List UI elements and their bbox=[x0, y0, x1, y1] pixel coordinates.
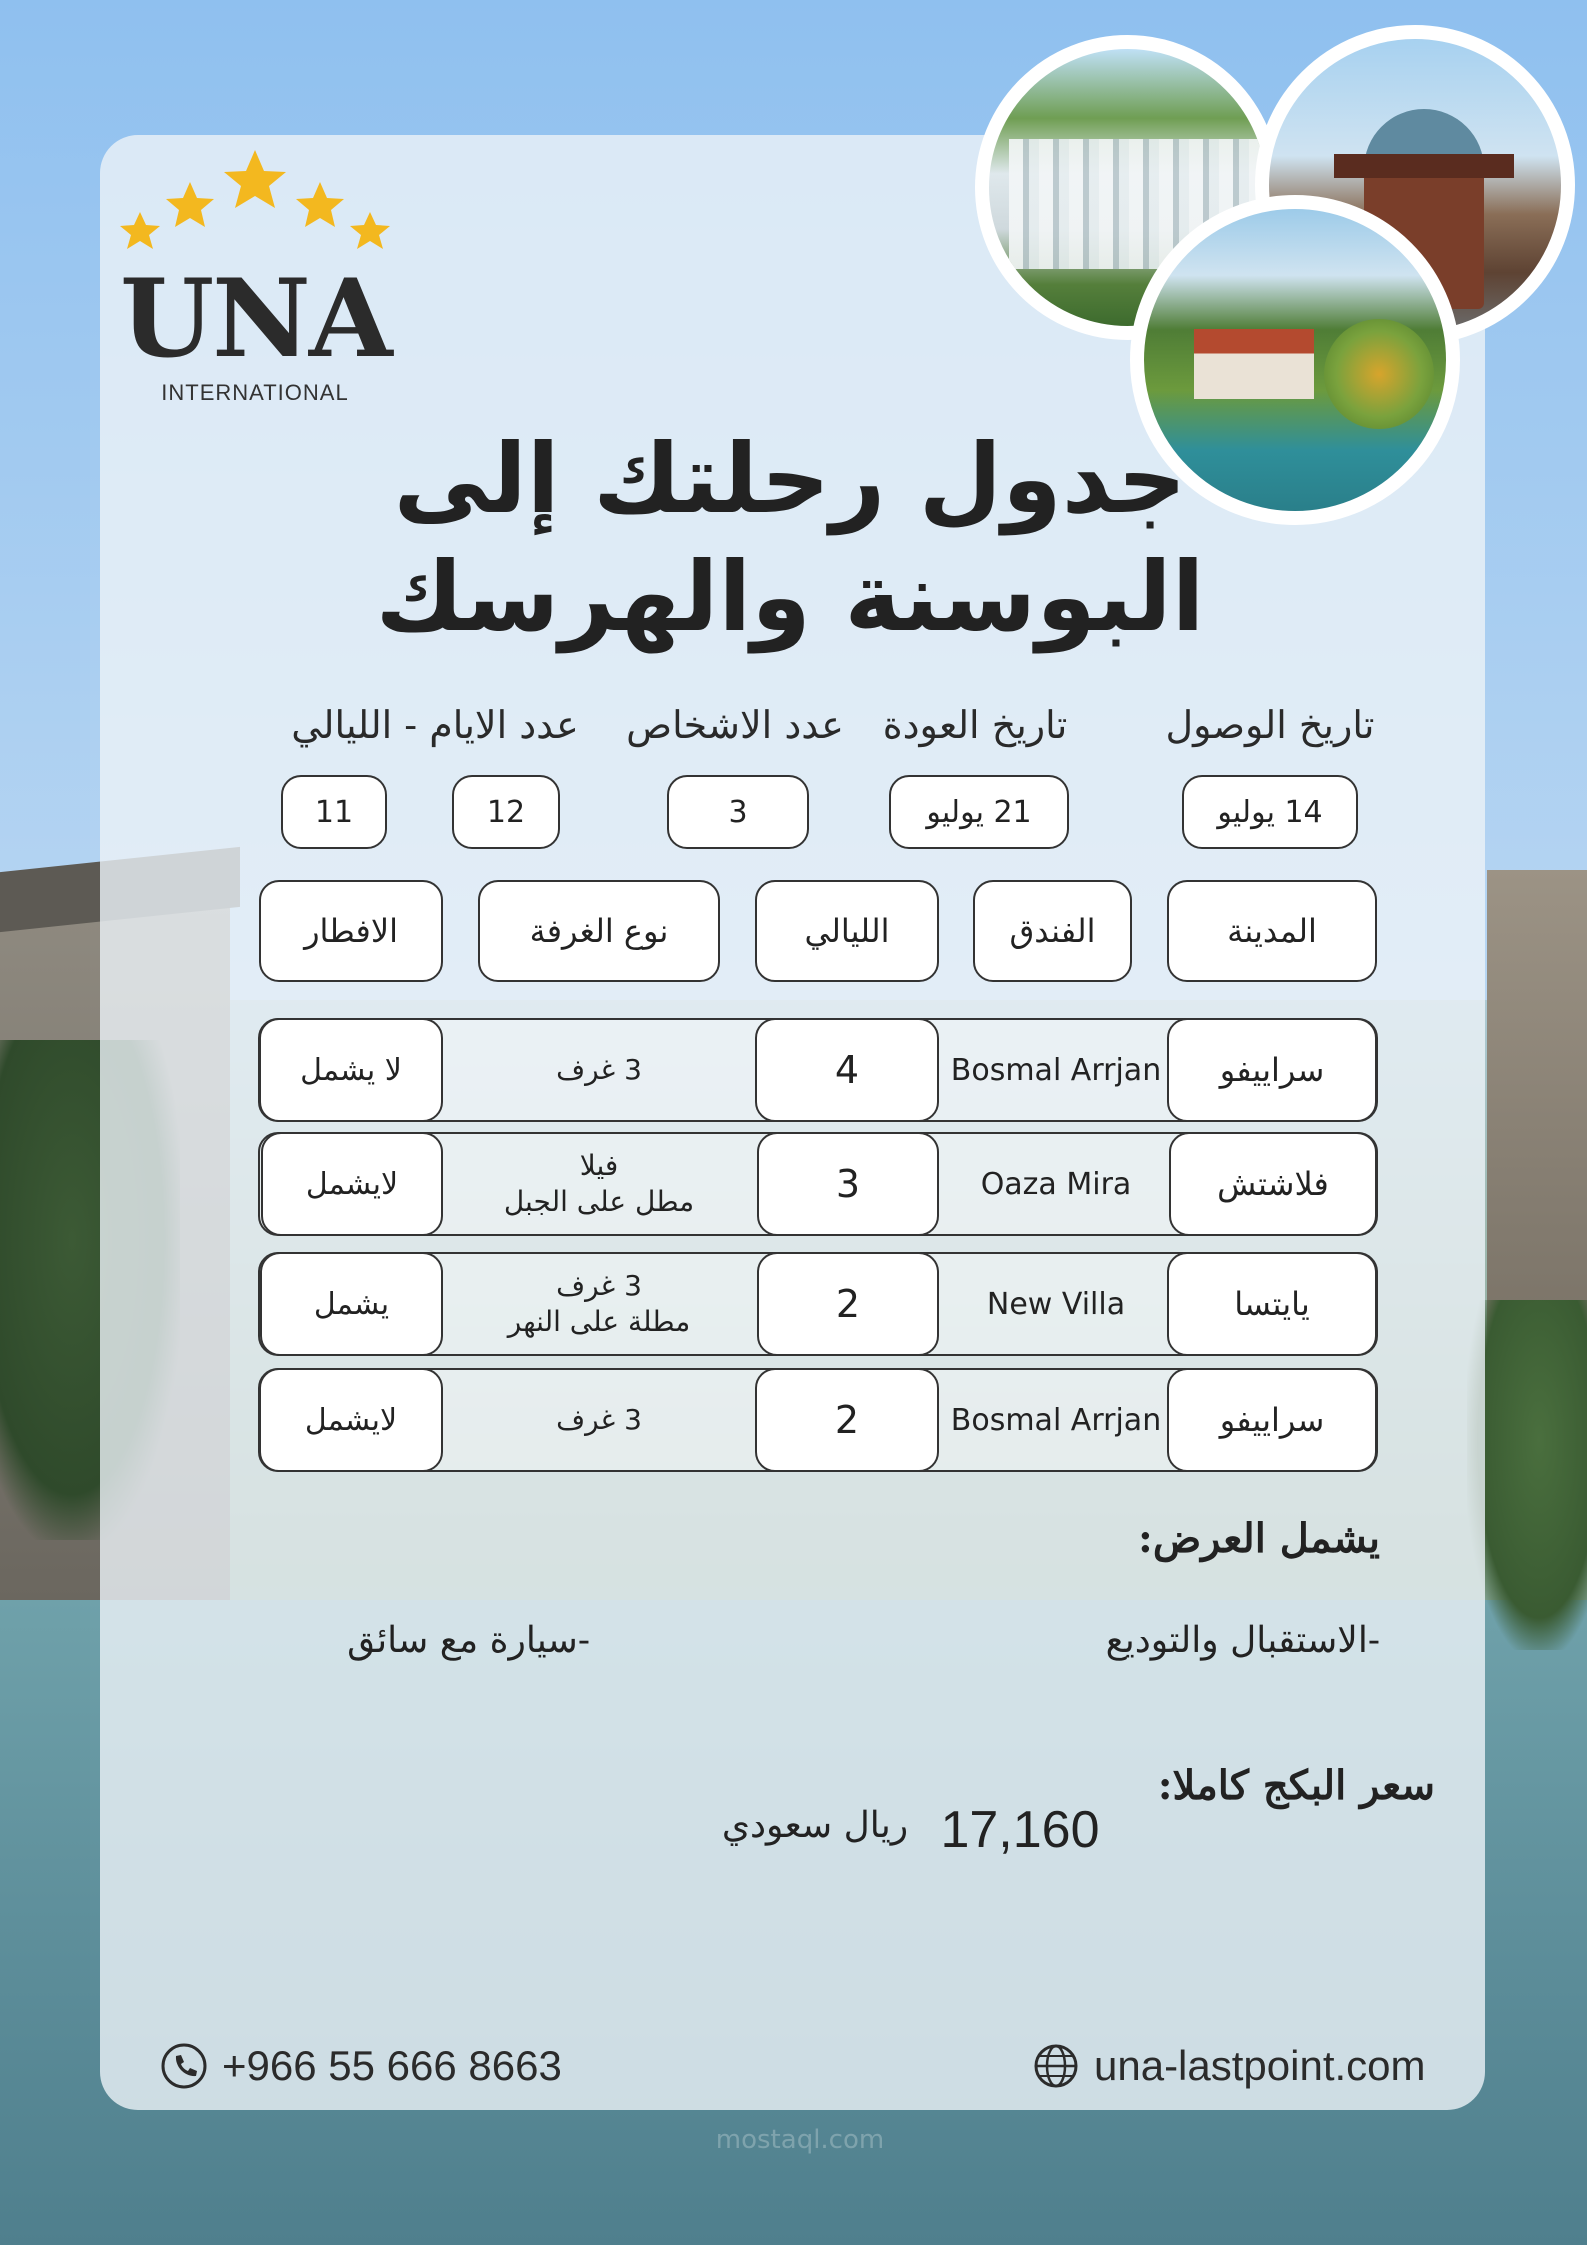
row-nights: 2 bbox=[755, 1368, 939, 1472]
phone-icon bbox=[160, 2042, 208, 2090]
arrival-date-value: 14 يوليو bbox=[1182, 775, 1358, 849]
breakfast-column-header: الافطار bbox=[259, 880, 443, 982]
row-breakfast: يشمل bbox=[260, 1252, 443, 1356]
row-breakfast: لايشمل bbox=[259, 1368, 443, 1472]
brand-subtitle: INTERNATIONAL bbox=[161, 380, 349, 405]
offer-item-car-driver: -سيارة مع سائق bbox=[347, 1620, 590, 1661]
row-nights: 2 bbox=[757, 1252, 939, 1356]
room-type-line-1: 3 غرف bbox=[556, 1269, 642, 1302]
row-nights: 4 bbox=[755, 1018, 939, 1122]
row-room-type bbox=[443, 1132, 755, 1236]
room-type-line-1: 3 غرف bbox=[556, 1403, 642, 1436]
arrival-date-label: تاريخ الوصول bbox=[1165, 703, 1375, 747]
row-hotel: Bosmal Arrjan bbox=[950, 1052, 1162, 1088]
globe-icon bbox=[1032, 2042, 1080, 2090]
brand-name: UNA bbox=[120, 256, 391, 382]
phone-number: +966 55 666 8663 bbox=[222, 2042, 562, 2089]
website-url: una-lastpoint.com bbox=[1094, 2042, 1426, 2089]
row-room-type bbox=[443, 1018, 755, 1122]
title-line-2: البوسنة والهرسك bbox=[375, 541, 1205, 653]
five-stars-icon bbox=[115, 145, 395, 255]
days-value: 12 bbox=[452, 775, 560, 849]
offer-includes-label: يشمل العرض: bbox=[1138, 1515, 1380, 1562]
row-city: سراييفو bbox=[1167, 1018, 1377, 1122]
trees-right bbox=[1467, 1300, 1587, 1650]
row-room-type bbox=[443, 1368, 755, 1472]
nights-column-header: الليالي bbox=[755, 880, 939, 982]
price-currency: ريال سعودي bbox=[721, 1805, 909, 1846]
room-type-line-2: مطل على الجبل bbox=[503, 1185, 695, 1218]
city-column-header: المدينة bbox=[1167, 880, 1377, 982]
return-date-value: 21 يوليو bbox=[889, 775, 1069, 849]
room-type-column-header: نوع الغرفة bbox=[478, 880, 720, 982]
row-nights: 3 bbox=[757, 1132, 939, 1236]
row-breakfast: لايشمل bbox=[261, 1132, 443, 1236]
row-hotel: New Villa bbox=[986, 1286, 1126, 1322]
row-city: يايتسا bbox=[1167, 1252, 1377, 1356]
offer-item-reception: -الاستقبال والتوديع bbox=[1105, 1620, 1380, 1661]
row-city: سراييفو bbox=[1167, 1368, 1377, 1472]
brand-logo bbox=[115, 145, 395, 415]
room-type-line-2: مطلة على النهر bbox=[507, 1305, 691, 1338]
page-title bbox=[330, 420, 1250, 656]
website-contact[interactable] bbox=[1032, 2040, 1426, 2092]
room-type-line-1: 3 غرف bbox=[556, 1053, 642, 1086]
room-type-line-1: فيلا bbox=[579, 1149, 619, 1182]
phone-contact[interactable] bbox=[160, 2040, 562, 2092]
watermark: mostaql.com bbox=[715, 2125, 885, 2155]
persons-label: عدد الاشخاص bbox=[626, 703, 844, 747]
row-hotel: Oaza Mira bbox=[980, 1166, 1132, 1202]
title-line-1: جدول رحلتك إلى bbox=[393, 423, 1187, 535]
row-hotel: Bosmal Arrjan bbox=[950, 1402, 1162, 1438]
row-breakfast: لا يشمل bbox=[259, 1018, 443, 1122]
row-room-type bbox=[443, 1252, 755, 1356]
hotel-column-header: الفندق bbox=[973, 880, 1132, 982]
days-nights-label: عدد الايام - الليالي bbox=[291, 703, 579, 747]
row-city: فلاشتش bbox=[1169, 1132, 1377, 1236]
package-price-value: 17,160 bbox=[940, 1801, 1100, 1859]
persons-value: 3 bbox=[667, 775, 809, 849]
package-price-label: سعر البكج كاملا: bbox=[1157, 1762, 1435, 1809]
return-date-label: تاريخ العودة bbox=[882, 703, 1068, 747]
nights-value: 11 bbox=[281, 775, 387, 849]
